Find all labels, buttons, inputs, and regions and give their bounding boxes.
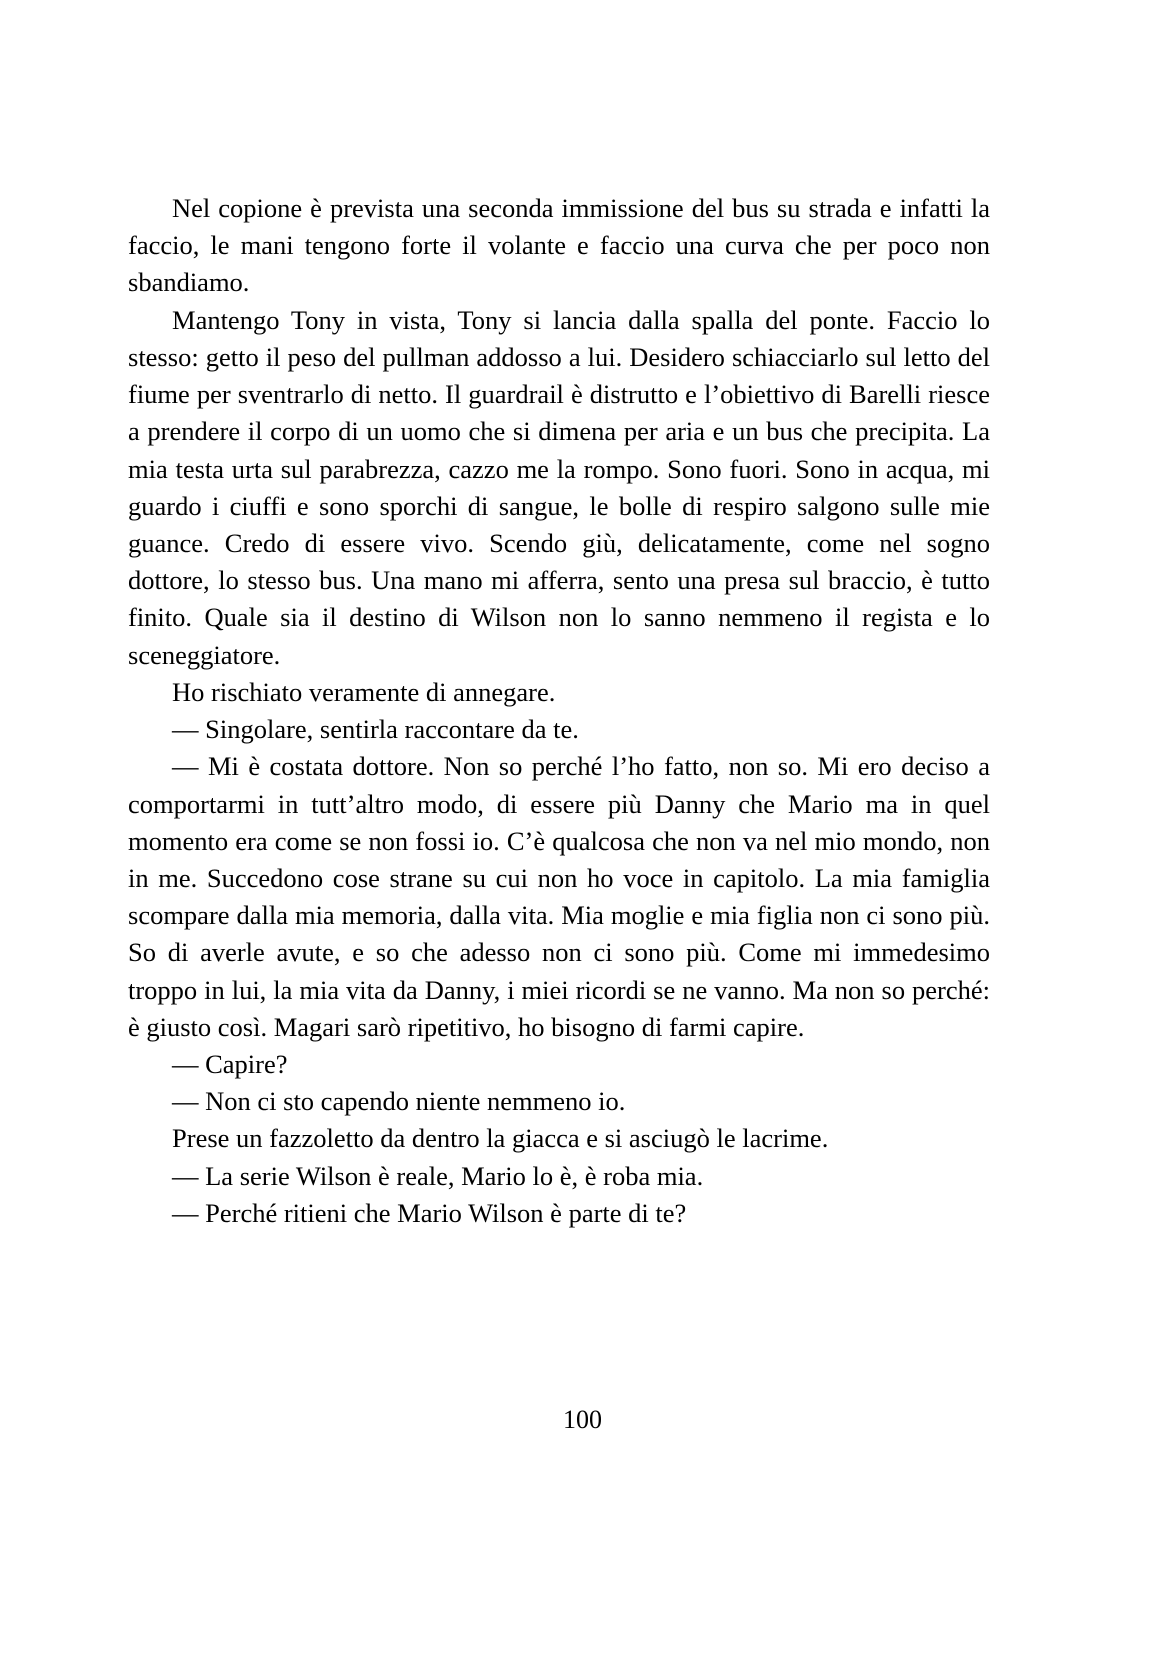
paragraph: — La serie Wilson è reale, Mario lo è, è roba mia.	[172, 1160, 704, 1191]
page-body-text	[128, 190, 990, 1232]
paragraph: Nel copione è prevista una seconda immissione del bus su strada e infatti la faccio, le mani tengono forte il volante e faccio una curva che per poco non sbandiamo.	[128, 193, 990, 298]
paragraph: — Capire?	[172, 1049, 288, 1080]
paragraph: — Mi è costata dottore. Non so perché l’ho fatto, non so. Mi ero deciso a comportarmi in tutt’altro modo, di essere più Danny che Mario ma in quel momento era come se non fossi io. C’è qualcosa che non va nel mio mondo, non in me. Succedono cose strane su cui non ho voce in capitolo. La mia famiglia scompare dalla mia memoria, dalla vita. Mia moglie e mia figlia non ci sono più. So di averle avute, e so che adesso non ci sono più. Come mi immedesimo troppo in lui, la mia vita da Danny, i miei ricordi se ne vanno. Ma non so perché: è giusto così. Magari sarò ripetitivo, ho bisogno di farmi capire.	[128, 751, 990, 1042]
page-number: 100	[563, 1405, 602, 1434]
paragraph: — Perché ritieni che Mario Wilson è parte di te?	[172, 1197, 687, 1228]
paragraph: Prese un fazzoletto da dentro la giacca e si asciugò le lacrime.	[172, 1123, 829, 1154]
paragraph: Ho rischiato veramente di annegare.	[172, 676, 556, 707]
paragraph: Mantengo Tony in vista, Tony si lancia dalla spalla del ponte. Faccio lo stesso: getto il peso del pullman addosso a lui. Desidero schiacciarlo sul letto del fiume per sventrarlo di netto. Il guardrail è distrutto e l’obiettivo di Barelli riesce a prendere il corpo di un uomo che si dimena per aria e un bus che precipita. La mia testa urta sul parabrezza, cazzo me la rompo. Sono fuori. Sono in acqua, mi guardo i ciuffi e sono sporchi di sangue, le bolle di respiro salgono sulle mie guance. Credo di essere vivo. Scendo giù, delicatamente, come nel sogno dottore, lo stesso bus. Una mano mi afferra, sento una presa sul braccio, è tutto finito. Quale sia il destino di Wilson non lo sanno nemmeno il regista e lo sceneggiatore.	[128, 304, 990, 670]
paragraph: — Non ci sto capendo niente nemmeno io.	[172, 1086, 626, 1117]
paragraph: — Singolare, sentirla raccontare da te.	[172, 714, 579, 745]
